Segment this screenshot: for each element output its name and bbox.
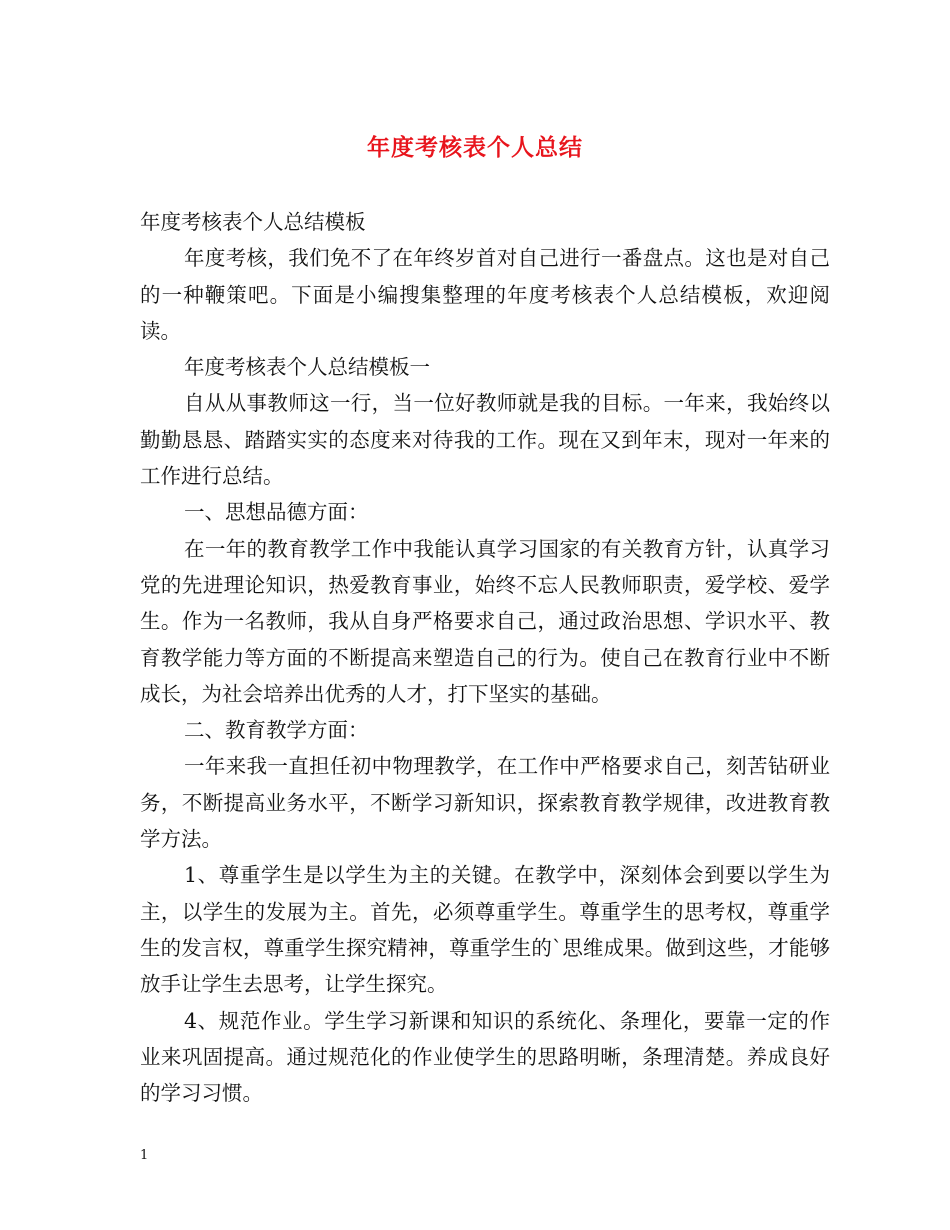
paragraph-point-4: 4、规范作业。学生学习新课和知识的系统化、条理化，要靠一定的作业来巩固提高。通过规范化的作业使学生的思路明晰，条理清楚。养成良好的学习习惯。 <box>140 1008 830 1106</box>
paragraph-template-heading: 年度考核表个人总结模板一 <box>184 355 430 380</box>
paragraph-subtitle: 年度考核表个人总结模板 <box>140 210 366 234</box>
paragraph-point-1: 1、尊重学生是以学生为主的关键。在教学中，深刻体会到要以学生为主，以学生的发展为主。首先，必须尊重学生。尊重学生的思考权，尊重学生的发言权，尊重学生探究精神，尊重学生的`思维成果。做到这些，才能够放手让学生去思考，让学生探究。 <box>140 863 830 997</box>
document-body <box>140 204 830 1111</box>
paragraph-opening: 自从从事教师这一行，当一位好教师就是我的目标。一年来，我始终以勤勤恳恳、踏踏实实的态度来对待我的工作。现在又到年末，现对一年来的工作进行总结。 <box>140 391 830 489</box>
document-title: 年度考核表个人总结 <box>367 134 583 161</box>
section-heading-teaching: 二、教育教学方面： <box>184 718 369 743</box>
paragraph-intro: 年度考核，我们免不了在年终岁首对自己进行一番盘点。这也是对自己的一种鞭策吧。下面是小编搜集整理的年度考核表个人总结模板，欢迎阅读。 <box>140 246 830 343</box>
paragraph-ideology: 在一年的教育教学工作中我能认真学习国家的有关教育方针，认真学习党的先进理论知识，热爱教育事业，始终不忘人民教师职责，爱学校、爱学生。作为一名教师，我从自身严格要求自己，通过政治思想、学识水平、教育教学能力等方面的不断提高来塑造自己的行为。使自己在教育行业中不断成长，为社会培养出优秀的人才，打下坚实的基础。 <box>140 536 830 706</box>
paragraph-teaching: 一年来我一直担任初中物理教学，在工作中严格要求自己，刻苦钻研业务，不断提高业务水平，不断学习新知识，探索教育教学规律，改进教育教学方法。 <box>140 754 830 852</box>
section-heading-ideology: 一、思想品德方面： <box>184 500 369 525</box>
page-number: 1 <box>140 1148 149 1163</box>
